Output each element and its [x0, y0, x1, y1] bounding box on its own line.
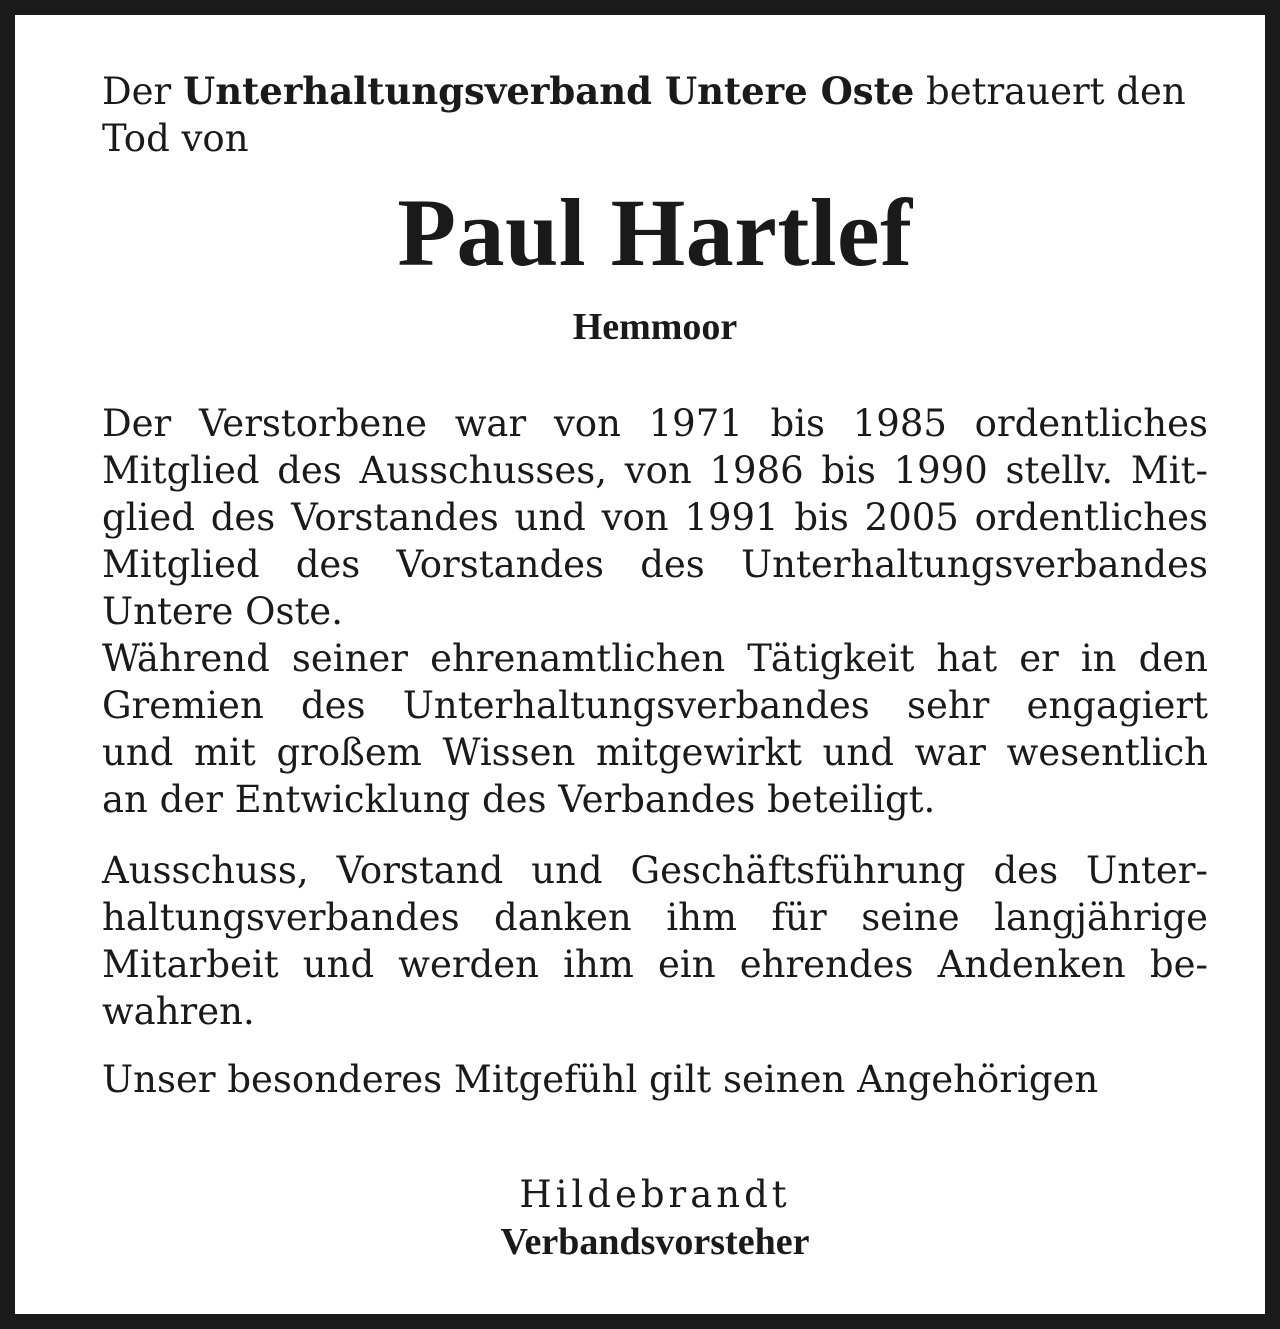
paragraph-line: Unser besonderes Mitgefühl gilt seinen Angehörigen: [102, 1058, 1099, 1101]
paragraph-line: Gremien des Unterhaltungsverbandes sehr engagiert: [102, 684, 1208, 727]
paragraph-line: Während seiner ehrenamtlichen Tätigkeit hat er in den: [102, 637, 1208, 680]
paragraph-line: Mitglied des Ausschusses, von 1986 bis 1990 stellv. Mit-: [102, 449, 1208, 492]
paragraph-line: haltungsverbandes danken ihm für seine langjährige: [102, 896, 1208, 939]
paragraph-condolence: [102, 1056, 1208, 1103]
organization-name: Unterhaltungsverband Untere Oste: [183, 69, 915, 113]
paragraph-thanks: [102, 847, 1208, 1035]
paragraph-line: Untere Oste.: [102, 590, 343, 633]
intro-suffix: betrauert den: [914, 70, 1186, 113]
paragraph-biography: [102, 400, 1208, 823]
paragraph-line: glied des Vorstandes und von 1991 bis 2005 ordentliches: [102, 496, 1208, 539]
deceased-place: Hemmoor: [572, 306, 738, 348]
paragraph-line: Ausschuss, Vorstand und Geschäftsführung des Unter-: [102, 849, 1208, 892]
paragraph-line: Mitglied des Vorstandes des Unterhaltungsverbandes: [102, 543, 1208, 586]
intro-prefix: Der: [102, 70, 184, 113]
signatory-title: Verbandsvorsteher: [500, 1221, 810, 1263]
deceased-name: Paul Hartlef: [397, 179, 913, 286]
paragraph-line: Mitarbeit und werden ihm ein ehrendes Andenken be-: [102, 943, 1208, 986]
intro-line-2: Tod von: [102, 117, 249, 160]
paragraph-line: an der Entwicklung des Verbandes beteiligt.: [102, 778, 936, 821]
paragraph-line: und mit großem Wissen mitgewirkt und war wesentlich: [102, 731, 1208, 774]
intro-text: [102, 68, 1208, 162]
signatory-name: Hildebrandt: [519, 1173, 791, 1216]
paragraph-line: wahren.: [102, 990, 255, 1033]
paragraph-line: Der Verstorbene war von 1971 bis 1985 ordentliches: [102, 402, 1208, 445]
